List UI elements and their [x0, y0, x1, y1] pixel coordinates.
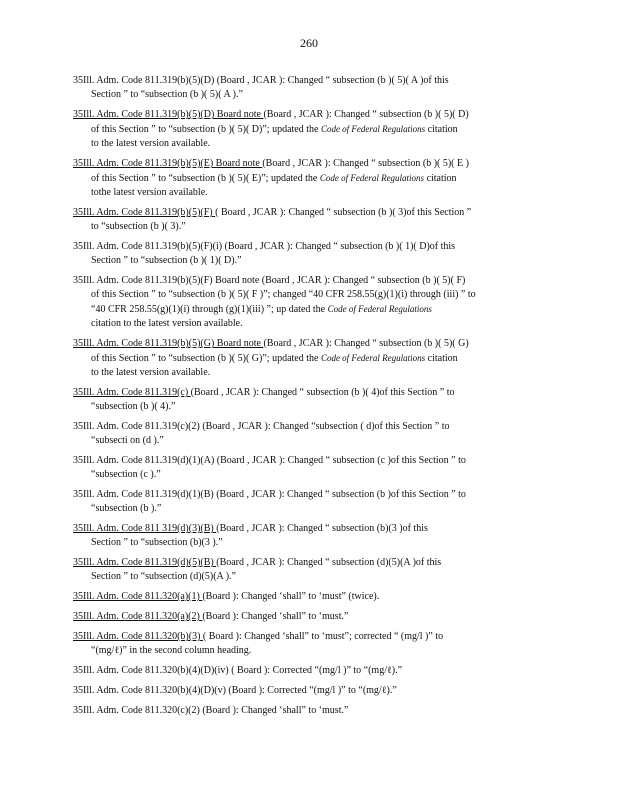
- entry-citation-line: [73, 454, 543, 468]
- entry-continuation-line: [73, 351, 543, 366]
- amendment-entry: [73, 590, 543, 604]
- entry-text: 35Ill. Adm. Code 811.319(c)(2) (Board , JCAR ): Changed “subsection ( d)of this Section ” to: [73, 421, 450, 432]
- amendment-entry: [73, 206, 543, 234]
- underlined-citation: 35Ill. Adm. Code 811.320(a)(1): [73, 591, 203, 602]
- entry-text: Section ” to “subsection (d)(5)(A ).”: [91, 571, 236, 582]
- amendment-entry: [73, 704, 543, 718]
- entry-text: [73, 387, 455, 398]
- entry-text: citation: [425, 353, 458, 364]
- amendment-entry: [73, 522, 543, 550]
- entry-text: to the latest version available.: [91, 138, 211, 149]
- entry-text: of this Section ” to “subsection (b )( 5)( D)”; updated the: [91, 124, 321, 135]
- entry-text: ( Board ): Changed ‘shall” to ‘must”; corrected “ (mg/l )” to: [202, 631, 444, 642]
- entry-citation-line: [73, 684, 543, 698]
- entry-text: [73, 207, 471, 218]
- entry-text: 35Ill. Adm. Code 811.319(b)(5)(D) (Board , JCAR ): Changed “ subsection (b )( 5)( A )of this: [73, 75, 449, 86]
- entry-citation-line: [73, 704, 543, 718]
- entry-continuation-line: [73, 137, 543, 151]
- underlined-citation: 35Ill. Adm. Code 811.319(b)(5)(E) Board note: [73, 158, 263, 169]
- underlined-citation: 35Ill. Adm. Code 811.320(a)(2): [73, 611, 203, 622]
- entry-text: 35Ill. Adm. Code 811.320(c)(2) (Board ): Changed ‘shall” to ‘must.”: [73, 705, 349, 716]
- entry-continuation-line: [73, 644, 543, 658]
- entry-text: “subsection (c ).”: [91, 469, 161, 480]
- entry-text: citation: [424, 173, 457, 184]
- amendment-entry: [73, 556, 543, 584]
- cfr-title-italic: Code of Federal Regulations: [319, 173, 425, 183]
- amendment-entry: [73, 337, 543, 380]
- entry-text: (Board , JCAR ): Changed “ subsection (b)(3 )of this: [216, 523, 428, 534]
- entry-citation-line: [73, 664, 543, 678]
- entry-text: 35Ill. Adm. Code 811.319(d)(1)(A) (Board , JCAR ): Changed “ subsection (c )of this Section ” to: [73, 455, 466, 466]
- entry-text: citation to the latest version available.: [91, 318, 243, 329]
- entry-text: 35Ill. Adm. Code 811.319(b)(5)(F)(i) (Board , JCAR ): Changed “ subsection (b )( 1)( D)of this: [73, 241, 456, 252]
- entry-citation-line: [73, 522, 543, 536]
- entry-text: of this Section ” to “subsection (b )( 5)( F )”; changed “40 CFR 258.55(g)(1)(i) through (iii) ” to: [91, 289, 476, 300]
- entry-text: [73, 109, 469, 120]
- entry-text: 35Ill. Adm. Code 811.319(b)(5)(F) Board note (Board , JCAR ): Changed “ subsection (b )( 5)( F): [73, 275, 466, 286]
- entry-citation-line: [73, 74, 543, 88]
- entry-continuation-line: [73, 570, 543, 584]
- entry-text: 35Ill. Adm. Code 811.319(d)(1)(B) (Board , JCAR ): Changed “ subsection (b )of this Section ” to: [73, 489, 466, 500]
- entry-text: to “subsection (b )( 3).”: [91, 221, 186, 232]
- entry-text: “subsection (b )( 4).”: [91, 401, 176, 412]
- entry-text: 35Ill. Adm. Code 811.320(b)(4)(D)(iv) ( Board ): Corrected “(mg/l )” to “(mg/ℓ).”: [73, 665, 403, 676]
- entry-citation-line: [73, 610, 543, 624]
- underlined-citation: 35Ill. Adm. Code 811.319(b)(5)(F): [73, 207, 216, 218]
- amendment-entry: [73, 108, 543, 151]
- entry-continuation-line: [73, 434, 543, 448]
- entry-text: Section ” to “subsection (b )( 5)( A ).”: [91, 89, 243, 100]
- amendment-entry: [73, 74, 543, 102]
- entry-citation-line: [73, 488, 543, 502]
- underlined-citation: 35Ill. Adm. Code 811 319(d)(3)(B): [73, 523, 217, 534]
- cfr-title-italic: Code of Federal Regulations: [320, 124, 426, 134]
- entry-text: [73, 158, 469, 169]
- entry-text: “subsection (b ).”: [91, 503, 162, 514]
- entry-citation-line: [73, 590, 543, 604]
- amendment-list: [73, 74, 543, 724]
- entry-text: (Board , JCAR ): Changed “ subsection (b )( 5)( G): [263, 338, 469, 349]
- amendment-entry: [73, 630, 543, 658]
- page-number: 260: [300, 36, 318, 50]
- entry-citation-line: [73, 108, 543, 122]
- entry-continuation-line: [73, 220, 543, 234]
- cfr-title-italic: Code of Federal Regulations: [320, 353, 426, 363]
- amendment-entry: [73, 274, 543, 331]
- amendment-entry: [73, 454, 543, 482]
- entry-citation-line: [73, 157, 543, 171]
- amendment-entry: [73, 610, 543, 624]
- entry-text: [73, 523, 428, 534]
- entry-text: [73, 338, 469, 349]
- entry-text: [73, 591, 379, 602]
- entry-text: to the latest version available.: [91, 367, 211, 378]
- entry-continuation-line: [73, 536, 543, 550]
- entry-citation-line: [73, 556, 543, 570]
- entry-citation-line: [73, 420, 543, 434]
- amendment-entry: [73, 684, 543, 698]
- underlined-citation: 35Ill. Adm. Code 811.319(b)(5)(G) Board note: [73, 338, 264, 349]
- underlined-citation: 35Ill. Adm. Code 811.319(b)(5)(D) Board note: [73, 109, 264, 120]
- entry-text: tothe latest version available.: [91, 187, 208, 198]
- entry-text: “subsecti on (d ).”: [91, 435, 164, 446]
- amendment-entry: [73, 157, 543, 200]
- entry-citation-line: [73, 337, 543, 351]
- entry-citation-line: [73, 206, 543, 220]
- entry-text: (Board , JCAR ): Changed “ subsection (d)(5)(A )of this: [216, 557, 442, 568]
- entry-continuation-line: [73, 254, 543, 268]
- entry-continuation-line: [73, 186, 543, 200]
- entry-text: (Board , JCAR ): Changed “ subsection (b )( 5)( E ): [262, 158, 469, 169]
- amendment-entry: [73, 488, 543, 516]
- amendment-entry: [73, 420, 543, 448]
- entry-continuation-line: [73, 302, 543, 317]
- entry-text: (Board , JCAR ): Changed “ subsection (b )( 5)( D): [263, 109, 469, 120]
- underlined-citation: 35Ill. Adm. Code 811.319(d)(5)(B): [73, 557, 217, 568]
- amendment-entry: [73, 386, 543, 414]
- amendment-entry: [73, 240, 543, 268]
- entry-text: [73, 631, 443, 642]
- entry-citation-line: [73, 274, 543, 288]
- entry-text: (Board , JCAR ): Changed “ subsection (b )( 4)of this Section ” to: [190, 387, 455, 398]
- entry-citation-line: [73, 240, 543, 254]
- entry-citation-line: [73, 630, 543, 644]
- entry-continuation-line: [73, 171, 543, 186]
- entry-text: (Board ): Changed ‘shall” to ‘must.”: [202, 611, 349, 622]
- entry-text: (Board ): Changed ‘shall” to ‘must” (twice).: [202, 591, 380, 602]
- entry-continuation-line: [73, 502, 543, 516]
- entry-continuation-line: [73, 400, 543, 414]
- amendment-entry: [73, 664, 543, 678]
- entry-continuation-line: [73, 288, 543, 302]
- entry-text: 35Ill. Adm. Code 811.320(b)(4)(D)(v) (Board ): Corrected “(mg/l )” to “(mg/ℓ).”: [73, 685, 397, 696]
- entry-continuation-line: [73, 122, 543, 137]
- entry-text: “40 CFR 258.55(g)(1)(i) through (g)(1)(iii) ”; up dated the: [91, 304, 328, 315]
- entry-text: Section ” to “subsection (b)(3 ).”: [91, 537, 223, 548]
- entry-continuation-line: [73, 468, 543, 482]
- entry-continuation-line: [73, 88, 543, 102]
- entry-text: Section ” to “subsection (b )( 1)( D).”: [91, 255, 242, 266]
- entry-text: “(mg/ℓ)” in the second column heading.: [91, 645, 252, 656]
- entry-text: [73, 611, 348, 622]
- entry-citation-line: [73, 386, 543, 400]
- entry-text: citation: [425, 124, 458, 135]
- cfr-title-italic: Code of Federal Regulations: [327, 304, 432, 314]
- underlined-citation: 35Ill. Adm. Code 811.319(c): [73, 387, 191, 398]
- entry-continuation-line: [73, 317, 543, 331]
- entry-text: of this Section ” to “subsection (b )( 5)( G)”; updated the: [91, 353, 321, 364]
- entry-continuation-line: [73, 366, 543, 380]
- entry-text: [73, 557, 441, 568]
- underlined-citation: 35Ill. Adm. Code 811.320(b)(3): [73, 631, 203, 642]
- entry-text: ( Board , JCAR ): Changed “ subsection (b )( 3)of this Section ”: [215, 207, 472, 218]
- entry-text: of this Section ” to “subsection (b )( 5)( E)”; updated the: [91, 173, 320, 184]
